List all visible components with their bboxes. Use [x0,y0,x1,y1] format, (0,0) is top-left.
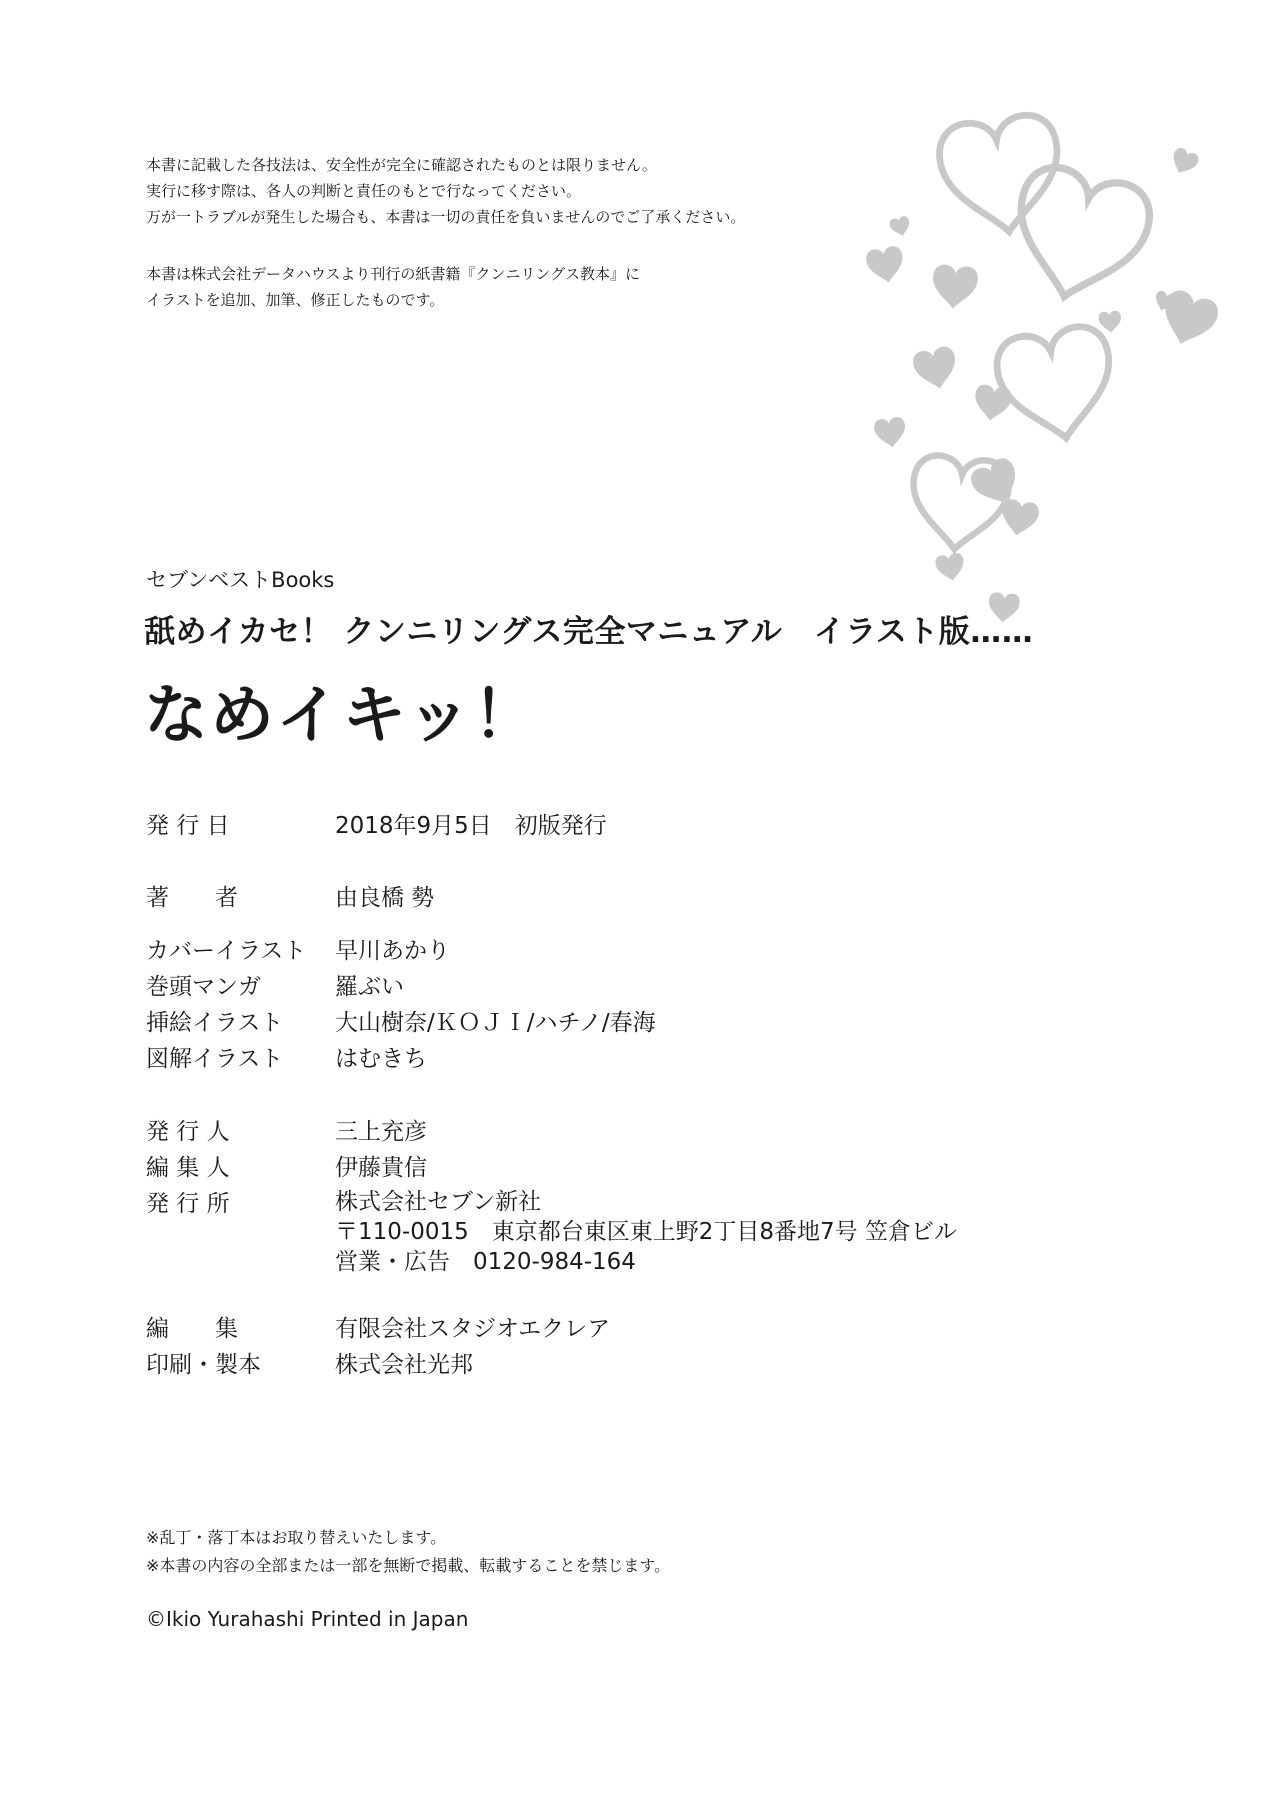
notice-line-5: イラストを追加、加筆、修正したものです。 [146,291,445,309]
publisher-person-value: 三上充彦 [335,1119,427,1145]
cover-illust-value: 早川あかり [335,938,450,964]
publisher-office-address: 〒110-0015 東京都台東区東上野2丁目8番地7号 笠倉ビル [335,1219,957,1245]
footer-note-replacement: ※乱丁・落丁本はお取り替えいたします。 [146,1528,447,1547]
publisher-office-value: 株式会社セブン新社 [335,1189,542,1215]
insert-illust-value: 大山樹奈/ＫＯＪＩ/ハチノ/春海 [335,1010,656,1036]
cover-illust-label: カバーイラスト [146,938,307,964]
author-label: 著 者 [146,885,238,911]
diagram-illust-value: はむきち [335,1046,427,1072]
notice-line-2: 実行に移す際は、各人の判断と責任のもとで行なってください。 [146,182,582,200]
editing-value: 有限会社スタジオエクレア [335,1316,611,1342]
opening-manga-value: 羅ぶい [335,974,404,1000]
book-subtitle: 舐めイカセ！ クンニリングス完全マニュアル イラスト版…… [144,614,1034,650]
printing-value: 株式会社光邦 [335,1352,473,1378]
editor-person-value: 伊藤貴信 [335,1155,427,1181]
footer-note-copyright-warning: ※本書の内容の全部または一部を無断で掲載、転載することを禁じます。 [146,1556,671,1575]
author-value: 由良橋 勢 [335,885,435,911]
publisher-office-phone: 営業・広告 0120-984-164 [335,1249,636,1275]
issue-date-value: 2018年9月5日 初版発行 [335,813,607,839]
editor-person-label: 編 集 人 [146,1155,230,1181]
opening-manga-label: 巻頭マンガ [146,974,261,1000]
series-name: セブンベストBooks [146,568,335,592]
notice-line-1: 本書に記載した各技法は、安全性が完全に確認されたものとは限りません。 [146,156,657,174]
diagram-illust-label: 図解イラスト [146,1046,284,1072]
editing-label: 編 集 [146,1316,238,1342]
notice-line-4: 本書は株式会社データハウスより刊行の紙書籍『クンニリングス教本』に [146,265,640,283]
book-title: なめイキッ！ [144,679,539,753]
hearts-icon [860,90,1260,630]
insert-illust-label: 挿絵イラスト [146,1010,284,1036]
notice-line-3: 万が一トラブルが発生した場合も、本書は一切の責任を負いませんのでご了承ください。 [146,208,746,226]
issue-date-label: 発 行 日 [146,813,230,839]
publisher-person-label: 発 行 人 [146,1119,230,1145]
copyright-line: ©Ikio Yurahashi Printed in Japan [146,1607,469,1631]
publisher-office-label: 発 行 所 [146,1191,230,1217]
printing-label: 印刷・製本 [146,1352,261,1378]
